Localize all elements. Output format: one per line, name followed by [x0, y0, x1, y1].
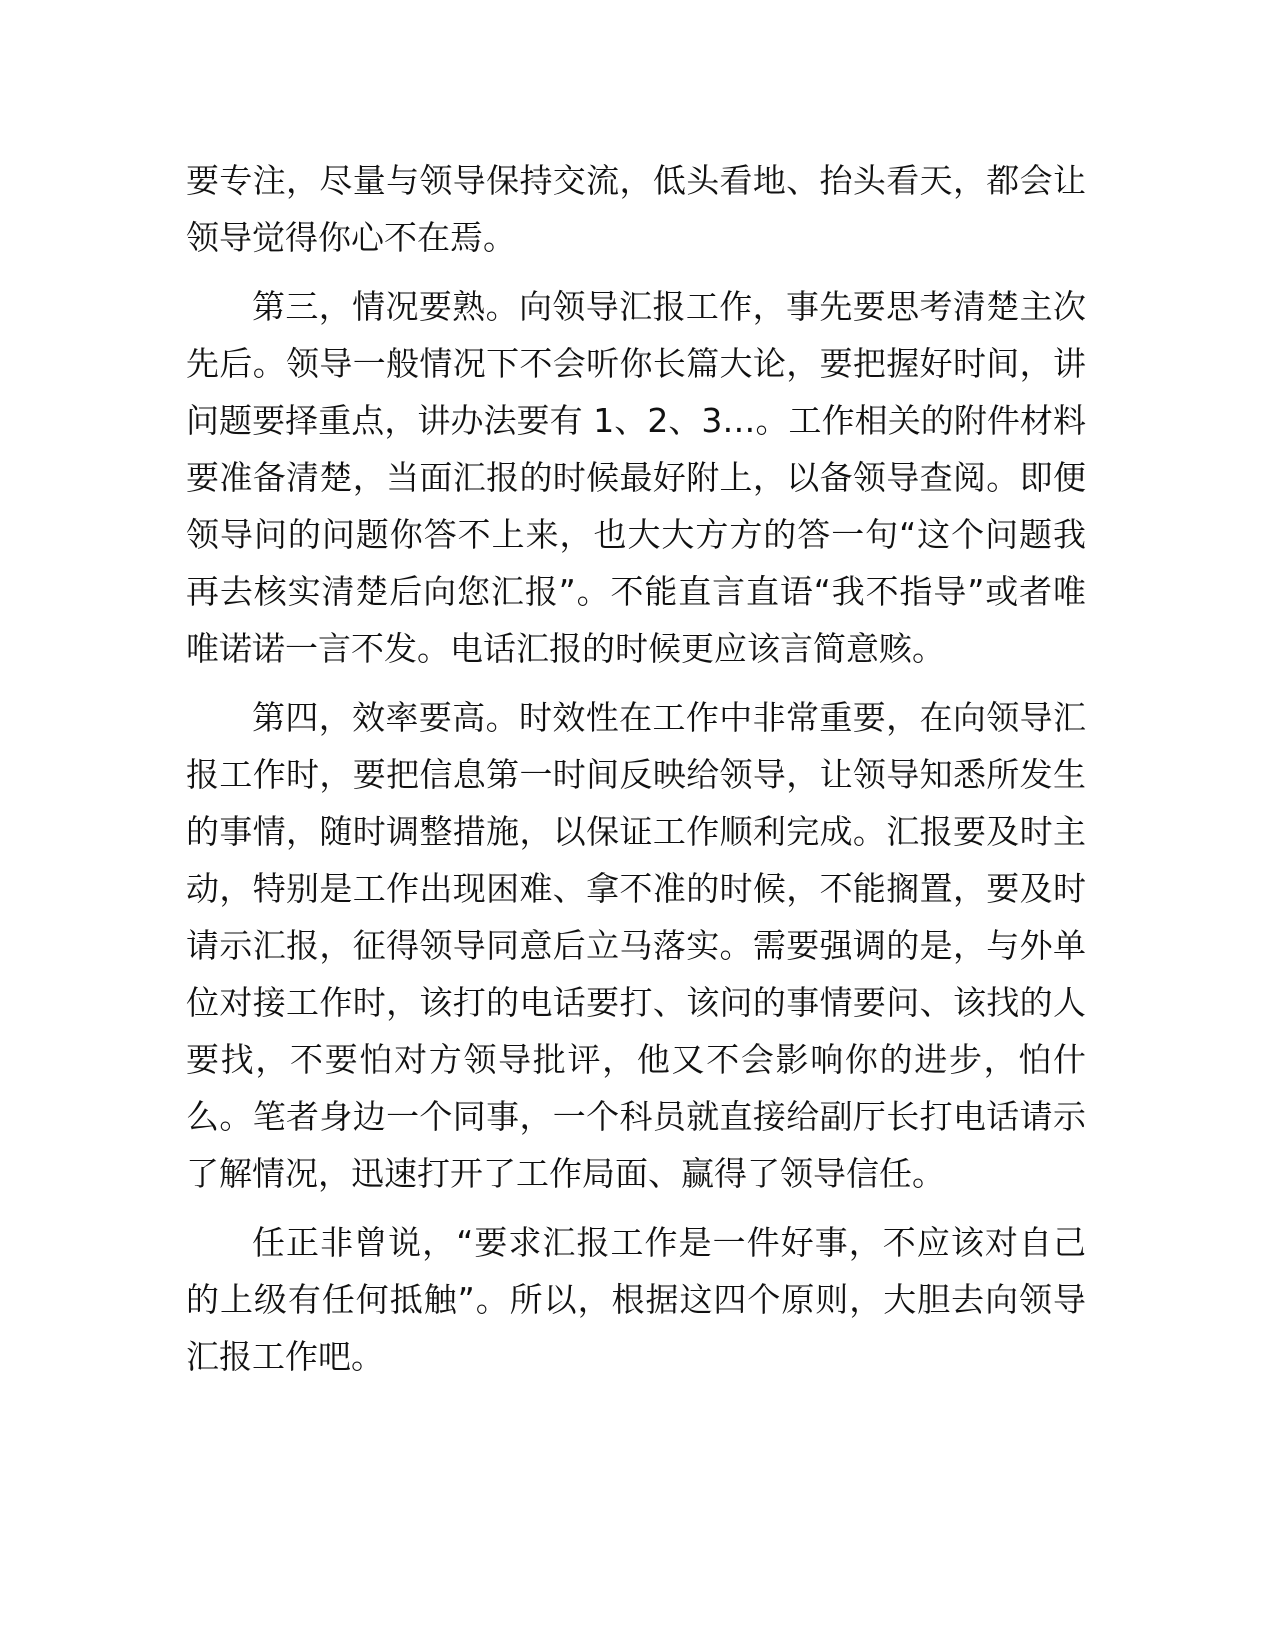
document-body — [186, 152, 1086, 1397]
paragraph-1: 要专注，尽量与领导保持交流，低头看地、抬头看天，都会让领导觉得你心不在焉。 — [186, 161, 1086, 257]
paragraph-3: 第四，效率要高。时效性在工作中非常重要，在向领导汇报工作时，要把信息第一时间反映给领导，让领导知悉所发生的事情，随时调整措施，以保证工作顺利完成。汇报要及时主动，特别是工作出现困难、拿不准的时候，不能搁置，要及时请示汇报，征得领导同意后立马落实。需要强调的是，与外单位对接工作时，该打的电话要打、该问的事情要问、该找的人要找，不要怕对方领导批评，他又不会影响你的进步，怕什么。笔者身边一个同事，一个科员就直接给副厅长打电话请示了解情况，迅速打开了工作局面、赢得了领导信任。 — [186, 698, 1086, 1193]
paragraph-2: 第三，情况要熟。向领导汇报工作，事先要思考清楚主次先后。领导一般情况下不会听你长篇大论，要把握好时间，讲问题要择重点，讲办法要有 1、2、3…。工作相关的附件材料要准备清楚，当面汇报的时候最好附上，以备领导查阅。即便领导问的问题你答不上来，也大大方方的答一句“这个问题我再去核实清楚后向您汇报”。不能直言直语“我不指导”或者唯唯诺诺一言不发。电话汇报的时候更应该言简意赅。 — [186, 287, 1086, 668]
paragraph-4: 任正非曾说，“要求汇报工作是一件好事，不应该对自己的上级有任何抵触”。所以，根据这四个原则，大胆去向领导汇报工作吧。 — [186, 1223, 1086, 1376]
